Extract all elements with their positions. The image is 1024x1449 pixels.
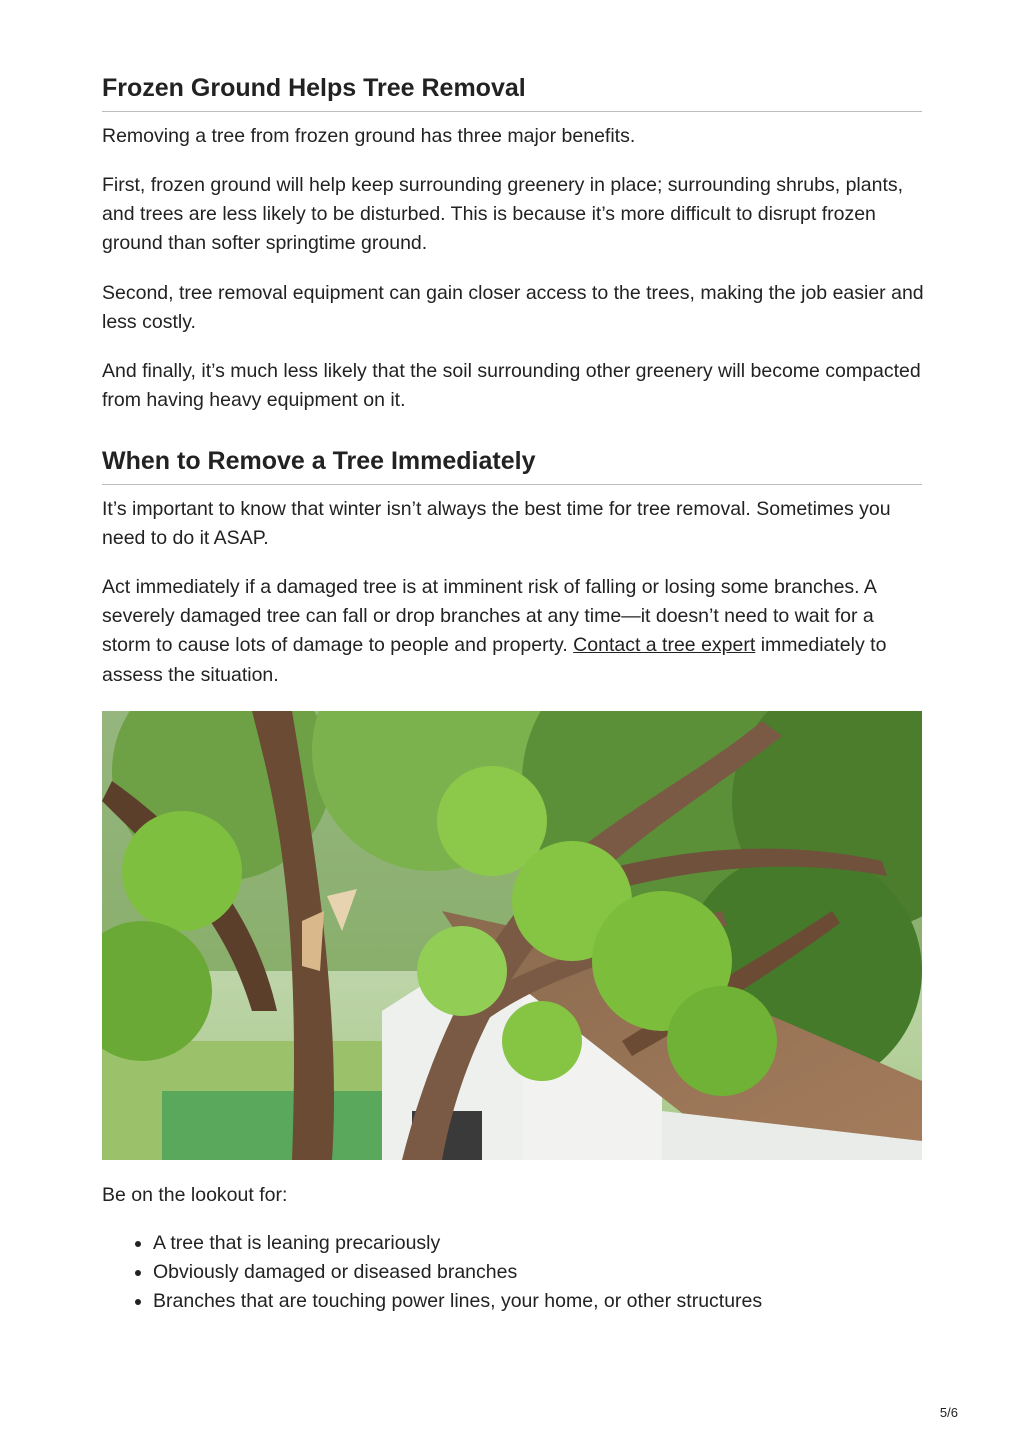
paragraph-benefits-intro: Removing a tree from frozen ground has three major benefits. [102,125,636,147]
section-heading-remove-immediately: When to Remove a Tree Immediately [102,446,922,485]
act-text-after: immediately to assess the situation. [102,634,887,686]
paragraph-act-immediately [102,573,924,690]
paragraph-winter-not-best: It’s important to know that winter isn’t always the best time for tree removal. Sometimes you need to do it ASAP. [102,498,891,550]
paragraph-lookout: Be on the lookout for: [102,1184,288,1206]
page-number: 5/6 [939,1405,958,1420]
contact-tree-expert-link[interactable]: Contact a tree expert [573,634,756,657]
paragraph-first-benefit: First, frozen ground will help keep surrounding greenery in place; surrounding shrubs, plants, and trees are less likely to be disturbed. This is because it’s more difficult to disrupt frozen ground than softer springtime ground. [102,174,904,255]
section-heading-frozen-ground: Frozen Ground Helps Tree Removal [102,73,922,112]
warning-signs-list [102,1229,762,1317]
paragraph-second-benefit: Second, tree removal equipment can gain closer access to the trees, making the job easier and less costly. [102,282,924,334]
paragraph-third-benefit: And finally, it’s much less likely that the soil surrounding other greenery will become compacted from having heavy equipment on it. [102,360,921,412]
act-text-before: Act immediately if a damaged tree is at imminent risk of falling or losing some branches. A severely damaged tree can fall or drop branches at any time—it doesn’t need to wait for a storm to cause lots of damage to people and property. [102,576,876,657]
list-item: Branches that are touching power lines, your home, or other structures [153,1287,762,1316]
list-item: Obviously damaged or diseased branches [153,1258,762,1287]
fallen-tree-on-roof-photo [102,711,922,1160]
list-item: A tree that is leaning precariously [153,1229,762,1258]
tree-photo-illustration-icon [102,711,922,1160]
